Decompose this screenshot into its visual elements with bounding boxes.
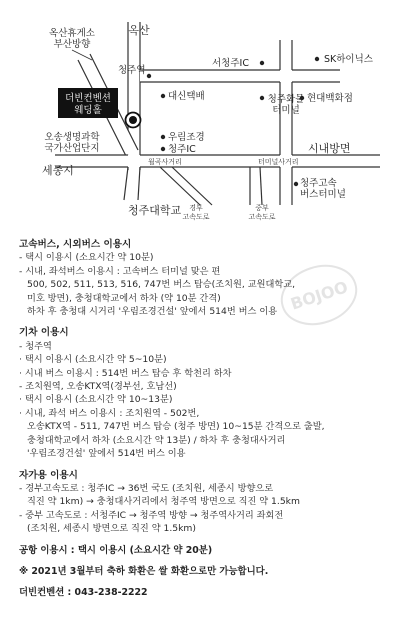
train-line: · 시내 버스 이용시 : 514번 버스 탑승 후 학천리 하차: [19, 367, 232, 379]
express-bus-line: - 시내, 좌석버스 이용시 : 고속버스 터미널 맞은 편: [19, 265, 221, 277]
express-bus-title: 고속버스, 시외버스 이용시: [19, 239, 132, 250]
jungbu-label-2: 고속도로: [248, 213, 276, 221]
train-line: 오송KTX역 - 511, 747번 버스 탑승 (청주 방면) 10~15분 간격으로 출발,: [27, 421, 325, 433]
sejong-label: 세종시: [42, 164, 74, 177]
airport-line: 공항 이용시 : 택시 이용시 (소요시간 약 20분): [19, 544, 213, 556]
sk-hynix-label: SK하이닉스: [324, 54, 373, 65]
cheongju-univ-label: 청주대학교: [128, 204, 182, 217]
jungbu-label-1: 중부: [255, 204, 269, 212]
gyeongbu-label-1: 경부: [189, 204, 203, 212]
train-line: · 시내, 좌석 버스 이용시 : 조치원역 - 502번,: [19, 407, 200, 419]
urim-label: 우림조경: [168, 132, 205, 143]
express-bus-line: 500, 502, 511, 513, 516, 747번 버스 탑승(조치원, 교원대학교,: [27, 279, 295, 291]
express-bus-line: 미호 방면), 충청대학교에서 하차 (약 10분 간격): [27, 292, 221, 304]
venue-label-box: [58, 88, 118, 118]
wolgok-label: 월곡사거리: [148, 158, 182, 166]
city-direction-label: 시내방면: [308, 142, 351, 155]
location-map: [0, 0, 400, 232]
notice-line: ※ 2021년 3월부터 축하 화환은 쌀 화환으로만 가능합니다.: [19, 565, 269, 577]
train-line: · 택시 이용시 (소요시간 약 10~13분): [19, 394, 173, 406]
express-terminal-label-1: 청주고속: [300, 178, 337, 189]
express-bus-line: - 택시 이용시 (소요시간 약 10분): [19, 252, 154, 264]
terminal-label-2: 터미널: [272, 105, 300, 116]
express-bus-line: 하차 후 충청대 시거리 '우림조경건설' 앞에서 514번 버스 이용: [27, 306, 278, 318]
osong-label-2: 국가산업단지: [44, 143, 100, 154]
gyeongbu-label-2: 고속도로: [182, 213, 210, 221]
terminal-label-1: 청주화물: [267, 94, 305, 105]
osong-label-1: 오송생명과학: [44, 132, 100, 143]
directions-text: [19, 238, 391, 600]
train-title: 기차 이용시: [19, 327, 69, 339]
terminal-intersection-label: 터미널사거리: [258, 158, 299, 166]
express-terminal-label-2: 버스터미널: [300, 189, 346, 200]
car-line: - 경부고속도로 : 청주IC → 36번 국도 (조치원, 세종시 방향으로: [19, 482, 274, 494]
car-line: - 중부 고속도로 : 서청주IC → 청주역 방향 → 청주역사거리 좌회전: [19, 509, 284, 521]
car-line: (조치원, 세종시 방면으로 직진 약 1.5km): [27, 523, 196, 535]
svg-text:BOJOO: BOJOO: [288, 277, 351, 314]
seocheongju-ic-label: 서청주IC: [212, 58, 249, 69]
train-line: - 청주역: [19, 340, 52, 352]
car-title: 자가용 이용시: [19, 469, 78, 481]
daesin-label: 대신택배: [168, 91, 205, 102]
cheongju-station-label: 청주역: [118, 65, 146, 76]
train-line: '우림조경건설' 앞에서 514번 버스 이용: [27, 448, 186, 460]
hyundai-label: 현대백화점: [307, 93, 353, 104]
oksan-label: 옥산: [128, 24, 150, 37]
venue-label-line1: 더빈컨벤션: [65, 93, 111, 104]
train-line: 충청대학교에서 하차 (소요시간 약 13분) / 하차 후 충청대사거리: [27, 434, 286, 446]
phone-line: 더빈컨벤션 : 043-238-2222: [19, 587, 148, 599]
car-line: 직진 약 1km) → 충청대사거리에서 청주역 방면으로 직진 약 1.5km: [27, 496, 300, 508]
rest-area-label-1: 옥산휴게소: [49, 28, 95, 39]
cheongju-ic-label: 청주IC: [168, 144, 196, 155]
rest-area-label-2: 부산방향: [53, 39, 91, 50]
train-line: · 택시 이용시 (소요시간 약 5~10분): [19, 354, 167, 366]
venue-label-line2: 웨딩홀: [74, 105, 102, 116]
train-line: - 조치원역, 오송KTX역(경부선, 호남선): [19, 381, 177, 393]
